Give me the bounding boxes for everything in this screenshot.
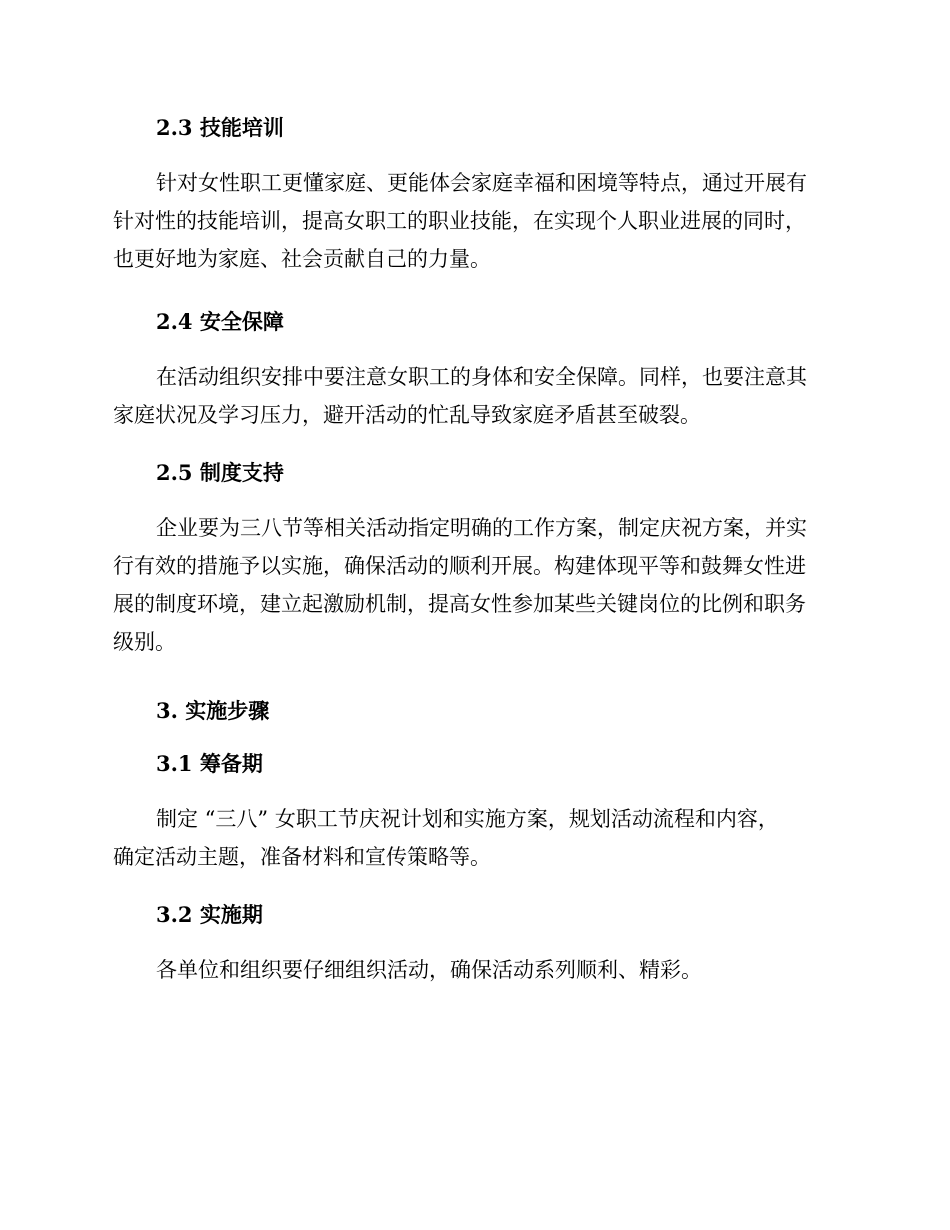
section-heading-2-5: 2.5 制度支持: [156, 460, 284, 485]
paragraph-line: 各单位和组织要仔细组织活动，确保活动系列顺利、精彩。: [156, 958, 702, 982]
paragraph-line: 针对女性职工更懂家庭、更能体会家庭幸福和困境等特点，通过开展有: [156, 171, 807, 195]
paragraph-line: 行有效的措施予以实施，确保活动的顺利开展。构建体现平等和鼓舞女性进: [113, 554, 806, 578]
section-heading-3-1: 3.1 筹备期: [156, 751, 263, 776]
paragraph-line: 级别。: [113, 630, 176, 654]
paragraph-line: 在活动组织安排中要注意女职工的身体和安全保障。同样，也要注意其: [156, 365, 807, 389]
paragraph-line: 也更好地为家庭、社会贡献自己的力量。: [113, 247, 491, 271]
paragraph-line: 家庭状况及学习压力，避开活动的忙乱导致家庭矛盾甚至破裂。: [113, 403, 701, 427]
paragraph-line: 展的制度环境，建立起激励机制，提高女性参加某些关键岗位的比例和职务: [113, 592, 806, 616]
section-heading-2-3: 2.3 技能培训: [156, 115, 284, 140]
section-heading-2-4: 2.4 安全保障: [156, 309, 284, 334]
paragraph-3-2: [113, 951, 843, 989]
paragraph-line: 制定 “三八” 女职工节庆祝计划和实施方案，规划活动流程和内容，: [156, 807, 779, 831]
paragraph-2-5: [113, 509, 843, 661]
section-heading-3: 3. 实施步骤: [156, 698, 270, 723]
paragraph-3-1: [113, 800, 843, 876]
paragraph-line: 企业要为三八节等相关活动指定明确的工作方案，制定庆祝方案，并实: [156, 516, 807, 540]
paragraph-2-3: [113, 164, 843, 278]
section-heading-3-2: 3.2 实施期: [156, 902, 263, 927]
paragraph-line: 确定活动主题，准备材料和宣传策略等。: [113, 845, 491, 869]
paragraph-line: 针对性的技能培训，提高女职工的职业技能，在实现个人职业进展的同时，: [113, 209, 806, 233]
paragraph-2-4: [113, 358, 843, 434]
